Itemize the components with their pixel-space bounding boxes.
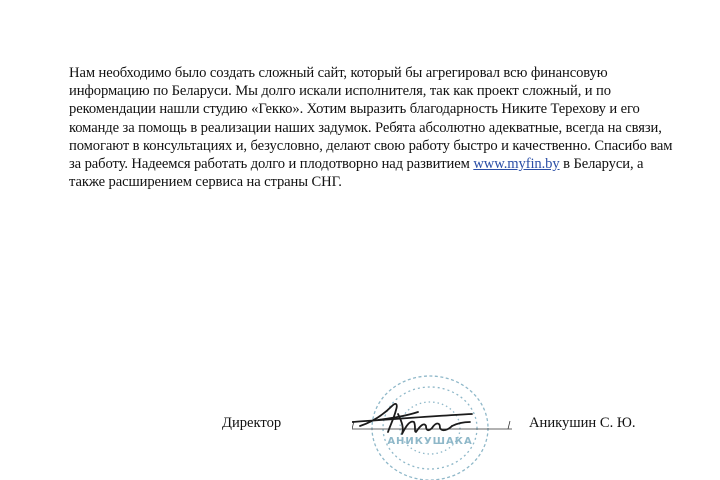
letter-line: информацию по Беларуси. Мы долго искали исполнителя, так как проект сложный, и по (69, 83, 611, 100)
letter-body (69, 64, 673, 191)
signatory-title: Директор (222, 415, 282, 431)
myfin-link[interactable]: www.myfin.by (473, 156, 560, 173)
letter-line: рекомендации нашли студию «Гекко». Хотим выразить благодарность Никите Терехову и его (69, 101, 640, 118)
letter-line-with-link (69, 155, 644, 173)
letter-line: помогают в консультациях и, безусловно, делают свою работу быстро и качественно. Спасибо вам (69, 137, 673, 154)
svg-text:АНИКУШАКА: АНИКУШАКА (387, 436, 473, 447)
letter-line: Нам необходимо было создать сложный сайт, который бы агрегировал всю финансовую (69, 65, 608, 81)
signatory-name: Аникушин С. Ю. (529, 415, 636, 431)
letter-line: команде за помощь в реализации наших задумок. Ребята абсолютно адекватные, всегда на связи, (69, 119, 662, 136)
letter-line-last: также расширением сервиса на страны СНГ. (69, 174, 342, 191)
letter-line-after-link: в Беларуси, а (559, 156, 644, 173)
handwritten-signature (352, 392, 482, 447)
letter-line-text: за работу. Надеемся работать долго и плодотворно над развитием (69, 156, 474, 173)
